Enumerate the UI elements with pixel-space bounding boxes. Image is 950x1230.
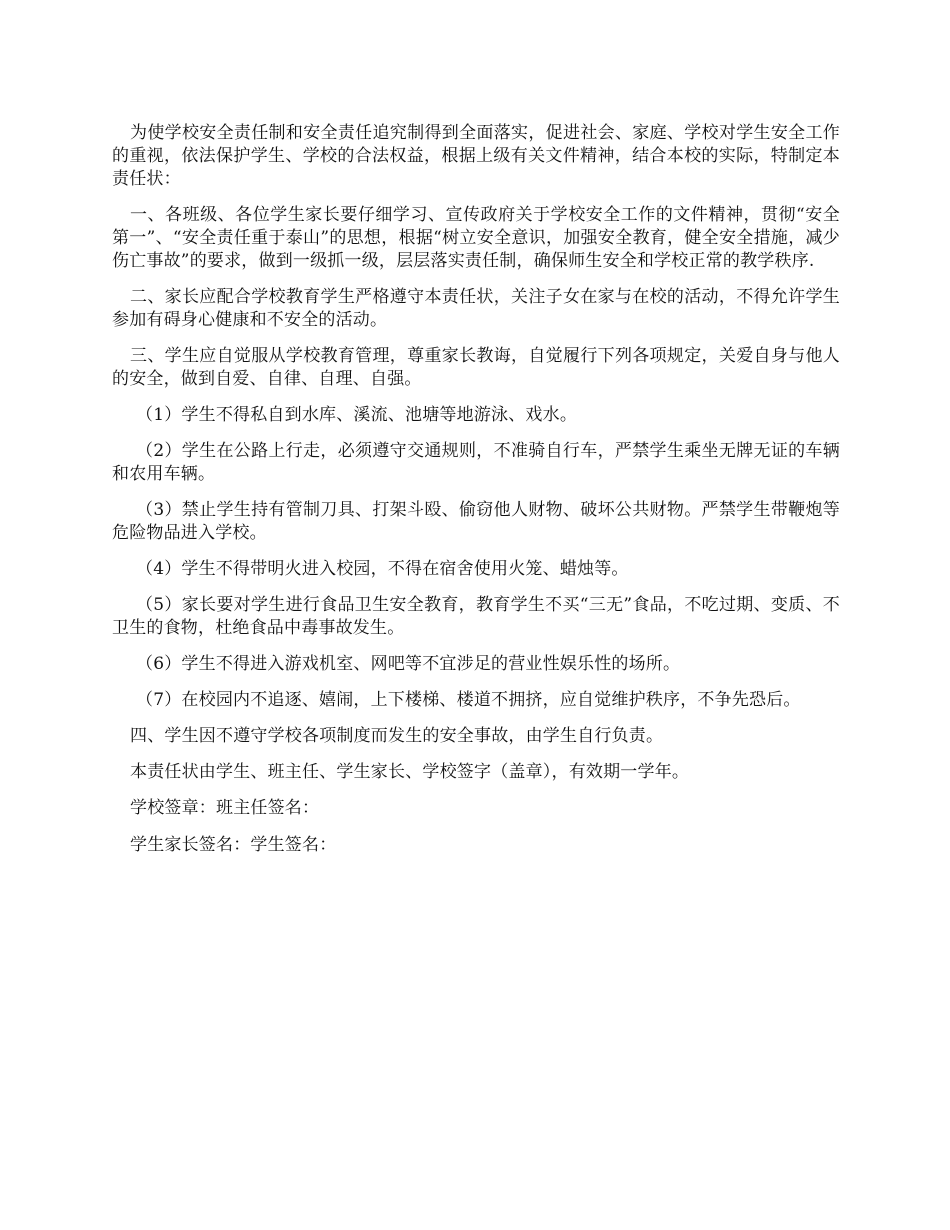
rule-item-4: （4）学生不得带明火进入校园，不得在宿舍使用火笼、蜡烛等。 xyxy=(136,559,629,579)
validity-paragraph: 本责任状由学生、班主任、学生家长、学校签字（盖章），有效期一学年。 xyxy=(130,762,690,782)
section-2-paragraph: 二、家长应配合学校教育学生严格遵守本责任状，关注子女在家与在校的活动，不得允许学生参加有碍身心健康和不安全的活动。 xyxy=(112,287,840,330)
school-signature-line: 学校签章：班主任签名： xyxy=(130,798,320,818)
rule-item-7: （7）在校园内不追逐、嬉闹，上下楼梯、楼道不拥挤，应自觉维护秩序，不争先恐后。 xyxy=(136,690,801,710)
rule-item-3: （3）禁止学生持有管制刀具、打架斗殴、偷窃他人财物、破坏公共财物。严禁学生带鞭炮等危险物品进入学校。 xyxy=(112,500,840,543)
section-3-paragraph: 三、学生应自觉服从学校教育管理，尊重家长教诲，自觉履行下列各项规定，关爱自身与他人的安全，做到自爱、自律、自理、自强。 xyxy=(112,346,840,389)
document-body xyxy=(112,122,840,871)
rule-item-1: （1）学生不得私自到水库、溪流、池塘等地游泳、戏水。 xyxy=(136,405,578,425)
intro-paragraph: 为使学校安全责任制和安全责任追究制得到全面落实，促进社会、家庭、学校对学生安全工作的重视，依法保护学生、学校的合法权益，根据上级有关文件精神，结合本校的实际，特制定本责任状： xyxy=(112,123,840,189)
rule-item-5: （5）家长要对学生进行食品卫生安全教育，教育学生不买“三无”食品，不吃过期、变质、不卫生的食物，杜绝食品中毒事故发生。 xyxy=(112,595,840,638)
section-1-paragraph: 一、各班级、各位学生家长要仔细学习、宣传政府关于学校安全工作的文件精神，贯彻“安全第一”、“安全责任重于泰山”的思想，根据“树立安全意识，加强安全教育，健全安全措施，减少伤亡事故”的要求，做到一级抓一级，层层落实责任制，确保师生安全和学校正常的教学秩序. xyxy=(112,205,840,271)
rule-item-6: （6）学生不得进入游戏机室、网吧等不宜涉足的营业性娱乐性的场所。 xyxy=(136,654,681,674)
parent-signature-line: 学生家长签名：学生签名： xyxy=(130,835,337,855)
section-4-paragraph: 四、学生因不遵守学校各项制度而发生的安全事故，由学生自行负责。 xyxy=(130,726,664,746)
rule-item-2: （2）学生在公路上行走，必须遵守交通规则，不准骑自行车，严禁学生乘坐无牌无证的车辆和农用车辆。 xyxy=(112,441,840,484)
